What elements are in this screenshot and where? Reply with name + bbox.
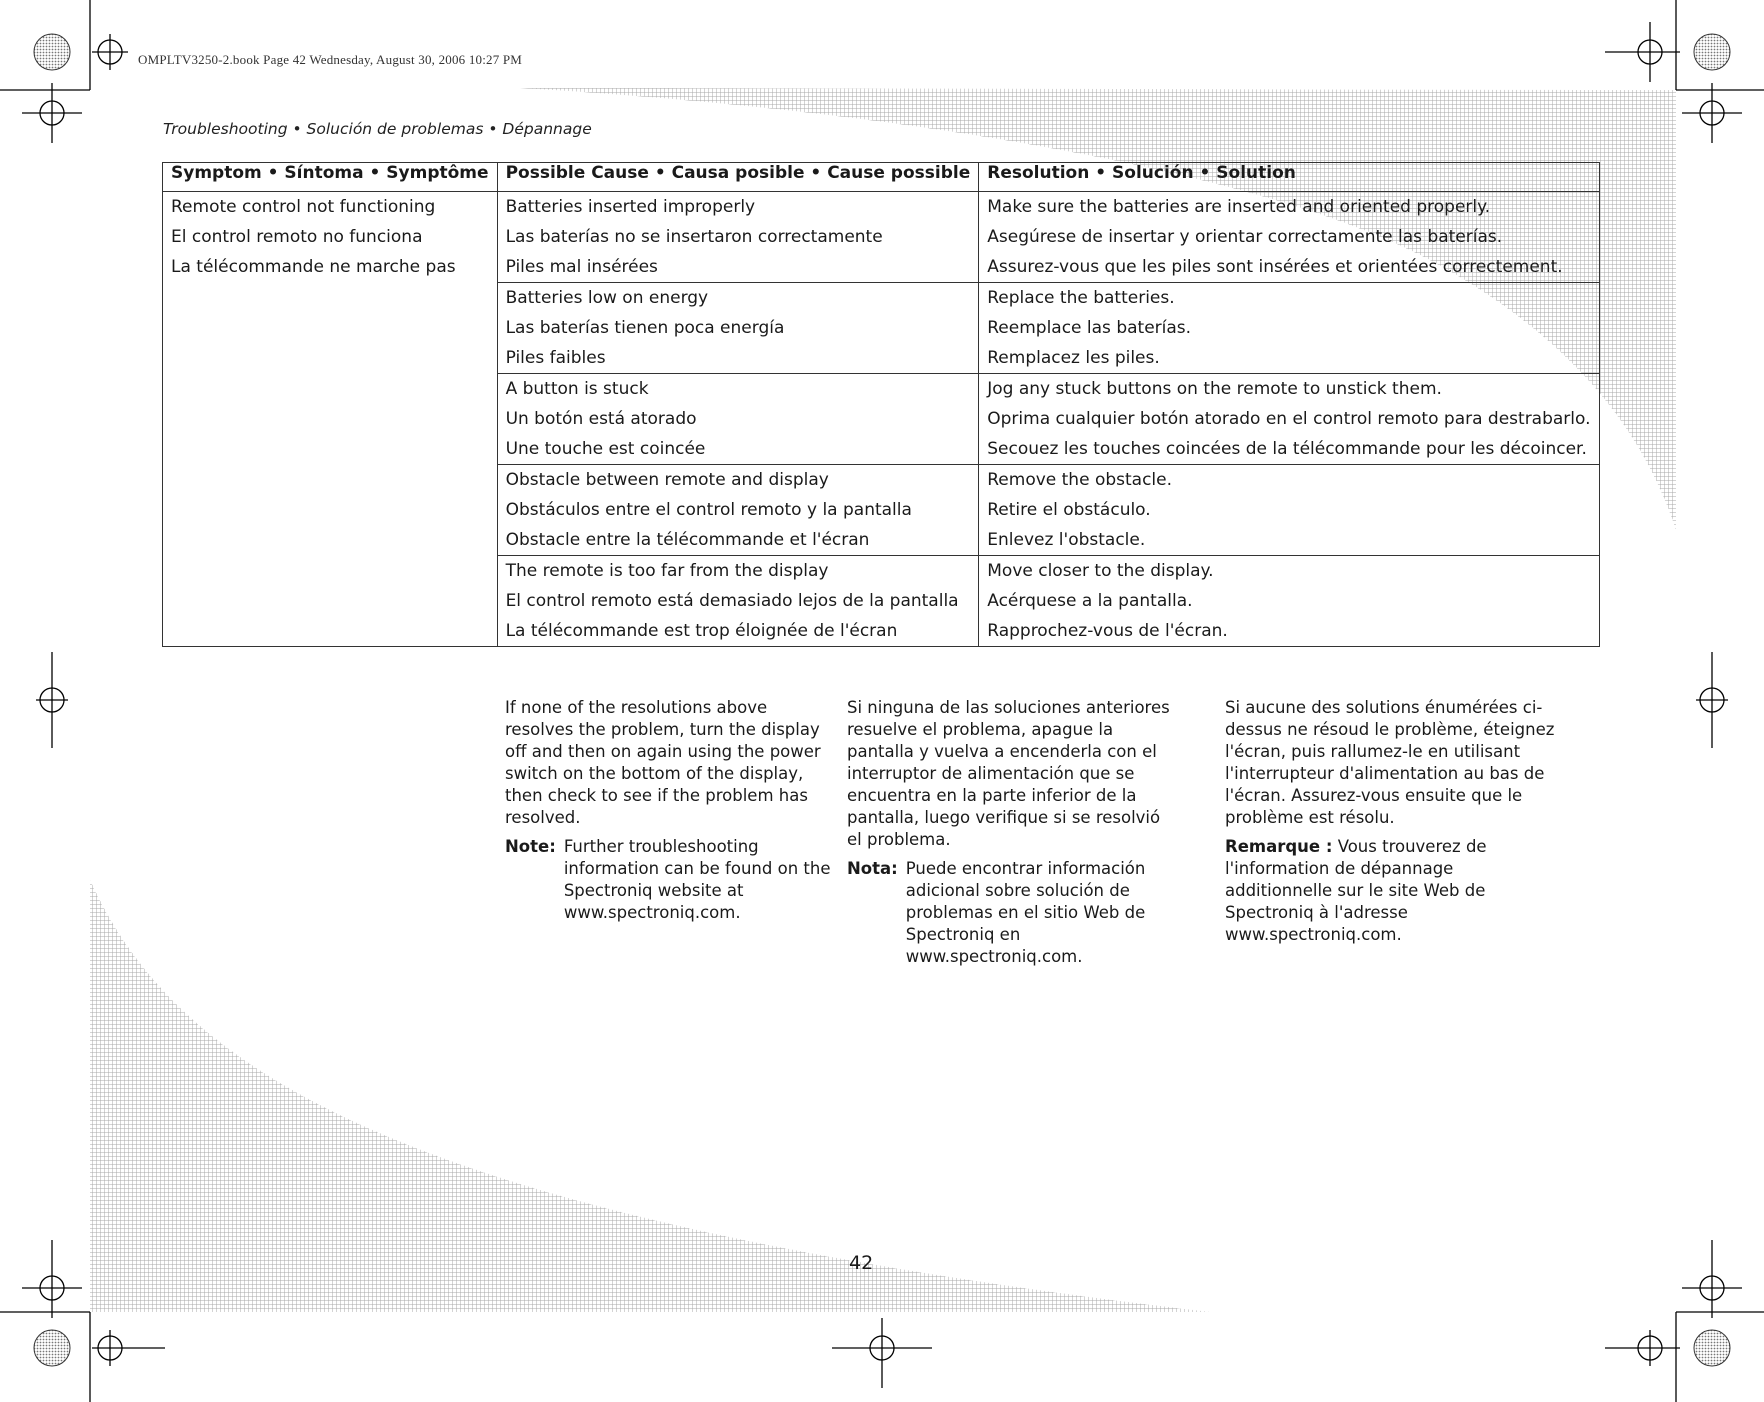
cause-fr: Une touche est coincée — [505, 439, 706, 459]
symptom-es: El control remoto no funciona — [171, 227, 423, 247]
cause-es: El control remoto está demasiado lejos de la pantalla — [505, 591, 959, 611]
print-header: OMPLTV3250-2.book Page 42 Wednesday, August 30, 2006 10:27 PM — [138, 52, 523, 67]
header-symptom: Symptom • Síntoma • Symptôme — [163, 163, 498, 192]
resolution-cell — [979, 192, 1599, 283]
cause-en: Obstacle between remote and display — [505, 470, 829, 490]
note-label: Remarque : — [1225, 837, 1333, 856]
resolution-cell — [979, 465, 1599, 556]
cause-es: Las baterías tienen poca energía — [505, 318, 785, 338]
section-title: Troubleshooting • Solución de problemas • Dépannage — [163, 120, 592, 138]
symptom-en: Remote control not functioning — [171, 197, 436, 217]
after-text-es — [847, 697, 1177, 968]
resolution-en: Remove the obstacle. — [987, 470, 1173, 490]
resolution-fr: Remplacez les piles. — [987, 348, 1160, 368]
table-header-row — [163, 163, 1600, 192]
cause-en: A button is stuck — [505, 379, 649, 399]
note — [1225, 836, 1560, 946]
header-cause: Possible Cause • Causa posible • Cause possible — [497, 163, 979, 192]
resolution-cell — [979, 374, 1599, 465]
paragraph: Si ninguna de las soluciones anteriores resuelve el problema, apague la pantalla y vuelva a encenderla con el interruptor de alimentación que se encuentra en la parte inferior de la pantalla, luego verifique si se resolvió el problema. — [847, 698, 1170, 849]
note-label: Note: — [505, 837, 556, 856]
symptom-fr: La télécommande ne marche pas — [171, 257, 456, 277]
cause-es: Las baterías no se insertaron correctamente — [505, 227, 883, 247]
resolution-en: Jog any stuck buttons on the remote to unstick them. — [987, 379, 1442, 399]
resolution-cell — [979, 283, 1599, 374]
resolution-es: Asegúrese de insertar y orientar correctamente las baterías. — [987, 227, 1503, 247]
resolution-es: Oprima cualquier botón atorado en el control remoto para destrabarlo. — [987, 409, 1591, 429]
cause-cell — [497, 556, 979, 647]
resolution-es: Reemplace las baterías. — [987, 318, 1192, 338]
cause-cell — [497, 192, 979, 283]
note — [847, 858, 1177, 968]
resolution-fr: Secouez les touches coincées de la télécommande pour les décoincer. — [987, 439, 1587, 459]
resolution-es: Retire el obstáculo. — [987, 500, 1151, 520]
paragraph: Si aucune des solutions énumérées ci-dessus ne résoud le problème, éteignez l'écran, puis rallumez-le en utilisant l'interrupteur d'alimentation au bas de l'écran. Assurez-vous ensuite que le problème est résolu. — [1225, 698, 1555, 827]
note-text: Vous trouverez de l'information de dépannage additionnelle sur le site Web de Spectroniq à l'adresse www.spectroniq.com. — [1225, 837, 1487, 944]
cause-es: Un botón está atorado — [505, 409, 697, 429]
cause-fr: Piles faibles — [505, 348, 606, 368]
resolution-en: Move closer to the display. — [987, 561, 1214, 581]
after-text-en — [505, 697, 835, 924]
after-text-fr — [1225, 697, 1560, 946]
table-row — [163, 192, 1600, 283]
troubleshooting-table — [162, 162, 1600, 647]
note-label: Nota: — [847, 859, 898, 878]
cause-fr: Obstacle entre la télécommande et l'écran — [505, 530, 870, 550]
resolution-cell — [979, 556, 1599, 647]
note — [505, 836, 835, 924]
resolution-fr: Assurez-vous que les piles sont insérées et orientées correctement. — [987, 257, 1563, 277]
cause-en: Batteries inserted improperly — [505, 197, 756, 217]
resolution-en: Make sure the batteries are inserted and oriented properly. — [987, 197, 1491, 217]
resolution-fr: Rapprochez-vous de l'écran. — [987, 621, 1228, 641]
resolution-en: Replace the batteries. — [987, 288, 1175, 308]
header-resolution: Resolution • Solución • Solution — [979, 163, 1599, 192]
symptom-cell — [163, 192, 498, 647]
note-text: Puede encontrar información adicional sobre solución de problemas en el sitio Web de Spectroniq en www.spectroniq.com. — [905, 859, 1146, 966]
cause-cell — [497, 465, 979, 556]
paragraph: If none of the resolutions above resolves the problem, turn the display off and then on again using the power switch on the bottom of the display, then check to see if the problem has resolved. — [505, 698, 821, 827]
cause-cell — [497, 374, 979, 465]
cause-es: Obstáculos entre el control remoto y la pantalla — [505, 500, 912, 520]
note-text: Further troubleshooting information can be found on the Spectroniq website at www.spectroniq.com. — [563, 837, 831, 922]
cause-cell — [497, 283, 979, 374]
page-number: 42 — [849, 1252, 874, 1274]
resolution-es: Acérquese a la pantalla. — [987, 591, 1193, 611]
cause-en: Batteries low on energy — [505, 288, 709, 308]
cause-fr: Piles mal insérées — [505, 257, 658, 277]
cause-en: The remote is too far from the display — [505, 561, 829, 581]
cause-fr: La télécommande est trop éloignée de l'écran — [505, 621, 898, 641]
resolution-fr: Enlevez l'obstacle. — [987, 530, 1146, 550]
